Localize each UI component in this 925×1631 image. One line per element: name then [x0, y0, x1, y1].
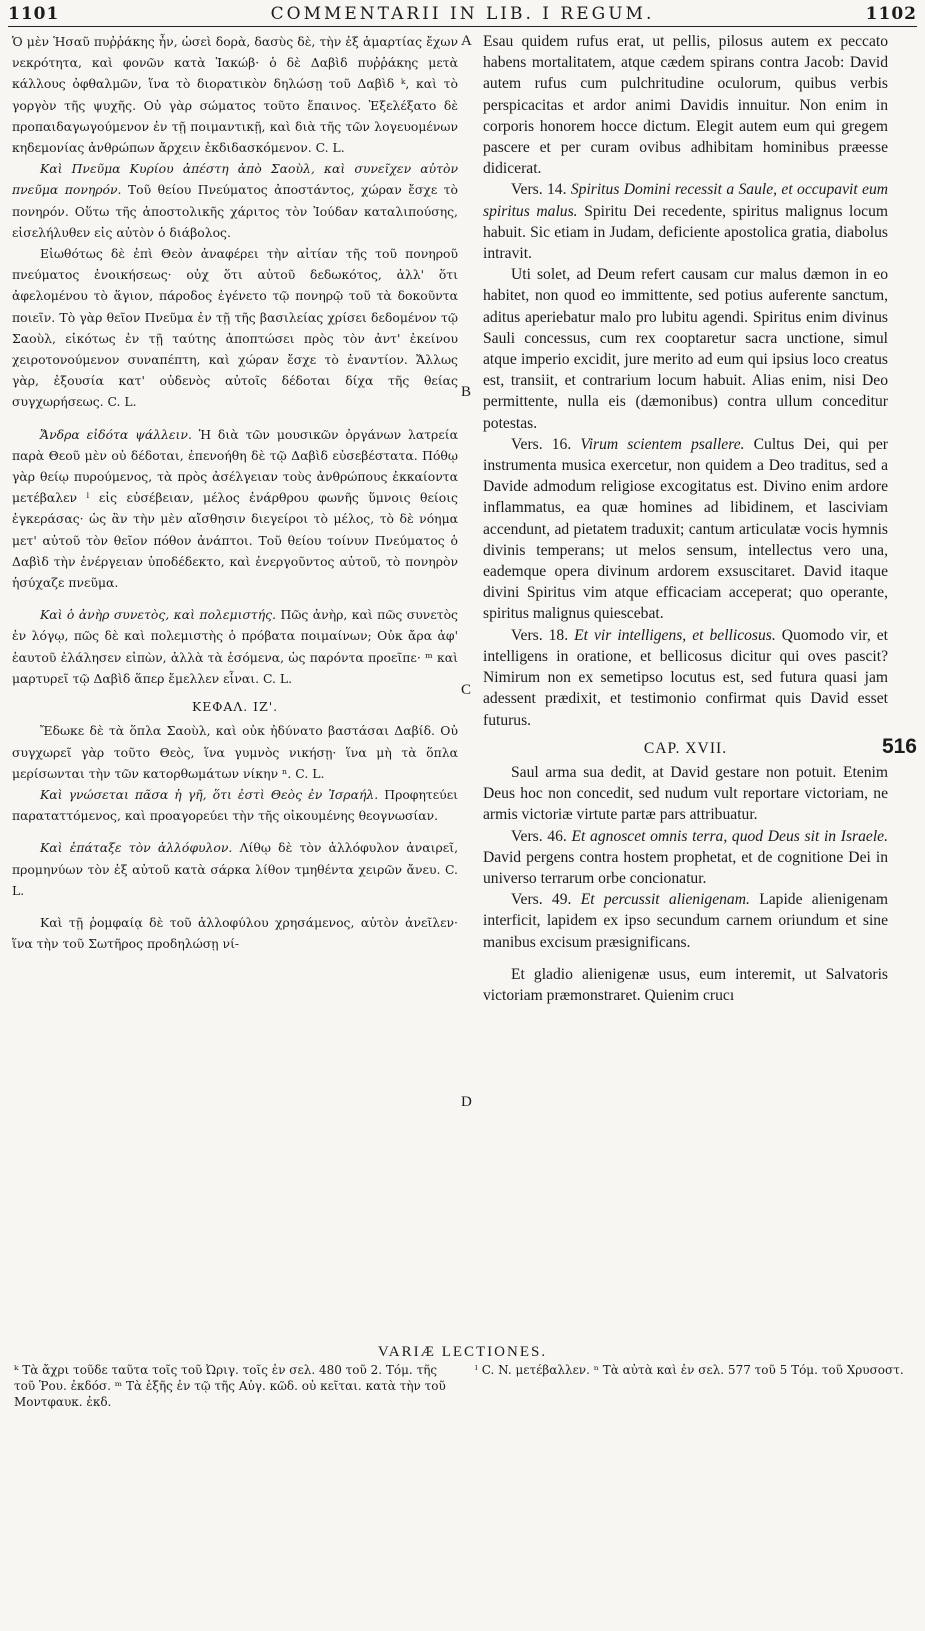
latin-paragraph: Vers. 14. Spiritus Domini recessit a Saule, et occupavit eum spiritus malus. Spiritu Dei recedente, spiritus malignus locum habuit. Sic etiam in Judam, deficiente apostolica gratia, diabolus intravit.: [483, 181, 888, 263]
lemma: Ἄνδρα εἰδότα ψάλλειν.: [40, 426, 192, 442]
lemma: Spiritus Domini recessit a Saule, et occupavit eum spiritus malus.: [483, 181, 888, 220]
page-number-left: 1101: [8, 4, 60, 24]
latin-paragraph: Et gladio alienigenæ usus, eum interemit, ut Salvatoris victoriam præmonstraret. Quienim crucı: [483, 965, 888, 1004]
footnotes-left: [14, 1362, 454, 1410]
lemma: Et vir intelligens, et bellicosus.: [574, 626, 776, 644]
lemma: Καὶ ἐπάταξε τὸν ἀλλόφυλον.: [40, 840, 233, 856]
latin-paragraph: Uti solet, ad Deum refert causam cur malus dæmon in eo habitet, non quod eo immittente, sed potius auferente sanctum, aditus aperiebatur malo pro lubitu agendi. Spiritus enim divinus Sauli concessus, cum rex cooptaretur sacra unctione, simul atque imperio excidit, jure merito ad eum qui ipsius loco creatus est, transiit, et contrarium locum habuit. Alias enim, nisi Deo permittente, nulla eis (dæmonibus) contra ullum conceditur potestas.: [483, 266, 888, 432]
verse-label: Vers. 18.: [511, 626, 575, 644]
greek-paragraph: Καὶ τῇ ῥομφαίᾳ δὲ τοῦ ἀλλοφύλου χρησάμενος, αὐτὸν ἀνεῖλεν· ἵνα τὴν τοῦ Σωτῆρος προδηλώσῃ νί-: [12, 914, 458, 952]
latin-column: [483, 31, 888, 1631]
lemma: Καὶ Πνεῦμα Κυρίου ἀπέστη ἀπὸ Σαοὺλ, καὶ συνεῖχεν αὐτὸν πνεῦμα πονηρόν.: [12, 161, 458, 198]
verse-label: Vers. 16.: [511, 435, 581, 453]
greek-paragraph: Εἰωθότως δὲ ἐπὶ Θεὸν ἀναφέρει τὴν αἰτίαν τῆς τοῦ πονηροῦ πνεύματος ἐνοικήσεως· οὐχ ὅτι αὐτοῦ δεδωκότος, ἀλλ' ὅτι ἀφελομένου τὸ ἅγιον, πάροδος ἐγένετο τῷ πονηρῷ τοῦ τὰ δοκοῦντα ποιεῖν. Τὸ γὰρ θεῖον Πνεῦμα ἐν τῇ τῆς βασιλείας χρίσει δεδομένον τῷ Σαοὺλ, εἰκότως ἐν τῇ ταύτης ἀποπτώσει πρὸς τὸν ἀντ' ἐκείνου χειροτονούμενον συναπέπτη, καὶ χώραν ἔσχε τὸ ἐναντίον. Ἄλλως γὰρ, ἐξουσία κατ' οὐδενὸς αὐτοῖς δέδοται δίχα τῆς θείας συγχωρήσεως. C. L.: [12, 246, 458, 410]
lemma: Et percussit alienigenam.: [580, 891, 750, 909]
lemma: Et agnoscet omnis terra, quod Deus sit in Israele.: [571, 827, 888, 845]
running-head: COMMENTARII IN LIB. I REGUM.: [270, 4, 655, 24]
verse-label: Vers. 14.: [511, 181, 571, 199]
greek-paragraph: Καὶ ἐπάταξε τὸν ἀλλόφυλον. Λίθῳ δὲ τὸν ἀλλόφυλον ἀναιρεῖ, προμηνύων τὸν ἐξ αὐτοῦ κατὰ σάρκα λίθον τμηθέντα χειρῶν ἄνευ. C. L.: [12, 840, 458, 898]
latin-paragraph: Vers. 49. Et percussit alienigenam. Lapide alienigenam interficit, lapidem ex ipso secundum carnem oriundum et sine manibus excisum præsignificans.: [483, 891, 888, 951]
chapter-heading: ΚΕΦΑΛ. ΙΖ'.: [191, 699, 279, 715]
lemma: Καὶ γνώσεται πᾶσα ἡ γῆ, ὅτι ἐστὶ Θεὸς ἐν Ἰσραήλ.: [40, 786, 379, 802]
header-rule: [8, 26, 917, 27]
latin-paragraph: Vers. 16. Virum scientem psallere. Cultus Dei, qui per instrumenta musica exercetur, non quidem a Deo traditus, sed a Davide admodum religiose excogitatus est. Divino enim ardore inflammatus, ea quæ homines ad libidinem, et lasciviam accendunt, ad pietatem traduxit; cantum articulatæ vocis hymnis divinis temperans; ut melos sensum, intellectus vero una, eademque opera divinum ardorem exsuscitaret. David itaque divini Spiritus vim atque efficaciam acceperat; quo operante, spiritus malignus quiescebat.: [483, 435, 888, 623]
variae-lectiones-title: VARIÆ LECTIONES.: [377, 1344, 548, 1360]
greek-paragraph: Ἔδωκε δὲ τὰ ὅπλα Σαοὺλ, καὶ οὐκ ἠδύνατο βαστάσαι Δαβίδ. Οὐ συγχωρεῖ γὰρ τοῦτο Θεὸς, ἵνα γυμνὸς νικήσῃ· ἵνα μὴ τὰ ὅπλα μερίσωνται τὴν τῶν κατορθωμάτων νίκην ⁿ. C. L.: [12, 723, 458, 781]
margin-marker-a: A: [461, 33, 472, 49]
greek-paragraph: Ὁ μὲν Ἡσαῦ πυῤῥάκης ἦν, ὡσεὶ δορὰ, δασὺς δὲ, τὴν ἐξ ἁμαρτίας ἔχων νεκρότητα, καὶ φονῶν κατὰ Ἰακώβ· ὁ δὲ Δαβὶδ πυῤῥάκης μετὰ κάλλους ὀφθαλμῶν, ἵνα τὸ διορατικὸν δηλώσῃ τοῦ Δαβὶδ ᵏ, καὶ τὸ γοργὸν τῆς ψυχῆς. Οὐ γὰρ σώματος τοῦτο ἔπαινος. Ἐξελέξατο δὲ προπαιδαγωγούμενον ἐν τῇ ποιμαντικῇ, καὶ διὰ τῆς τῶν λογευομένων κηδεμονίας ἀνθρώπων ἄρχειν ἐκδιδασκόμενον. C. L.: [12, 34, 458, 156]
page-number-right: 1102: [865, 4, 917, 24]
chapter-heading: CAP. XVII.: [643, 739, 728, 757]
latin-paragraph: Vers. 18. Et vir intelligens, et bellicosus. Quomodo vir, et intelligens in oratione, et bellicosus dicitur qui oves pascit? Nimirum non ex semetipso locutus est, sed futura quasi jam adessent prædixit, et testimonio confirmat quis David esset futurus.: [483, 626, 888, 729]
footnote: ᵏ Τὰ ἄχρι τοῦδε ταῦτα τοῖς τοῦ Ὠριγ. τοῖς ἐν σελ. 480 τοῦ 2. Τόμ. τῆς τοῦ Ῥου. ἐκδόσ. ᵐ Τὰ ἑξῆς ἐν τῷ τῆς Αὐγ. κῶδ. οὐ κεῖται. κατὰ τὴν τοῦ Μοντφαυκ. ἐκδ.: [14, 1363, 446, 1409]
greek-paragraph: Καὶ ὁ ἀνὴρ συνετὸς, καὶ πολεμιστής. Πῶς ἀνὴρ, καὶ πῶς συνετὸς ἐν λόγῳ, πῶς δὲ καὶ πολεμιστὴς ὁ πρόβατα ποιμαίνων; Οὐκ ἄρα ἀφ' ἑαυτοῦ ἐλάλησεν εἰπὼν, ἀλλὰ τὰ ἐσόμενα, ὡς παρόντα προεῖπε· ᵐ καὶ μαρτυρεῖ τῷ Δαβὶδ ἅπερ ἔμελλεν εἶναι. C. L.: [12, 607, 458, 686]
page-header: [8, 4, 917, 26]
verse-label: Vers. 49.: [511, 891, 581, 909]
latin-paragraph: Saul arma sua dedit, at David gestare non potuit. Etenim Deus hoc non concedit, sed nudum vult reportare victoriam, ne armis victoriæ virtute partæ pars attribuatur.: [483, 763, 888, 824]
latin-paragraph: Esau quidem rufus erat, ut pellis, pilosus autem ex peccato habens mortalitatem, atque cædem spirans contra Jacob: David autem rufus cum pulchritudine oculorum, quibus verbis perspicacitas et ardor animi Davidis innuitur. Non enim in corporis honorem hocce dictum. Elegit autem eum qui gregem pascere et per curam ovibus adhibitam hominibus præesse didicerat.: [483, 33, 888, 178]
greek-paragraph: Ἄνδρα εἰδότα ψάλλειν. Ἡ διὰ τῶν μουσικῶν ὀργάνων λατρεία παρὰ Θεοῦ μὲν οὐ δέδοται, ἐπενοήθη δὲ τῷ Δαβὶδ εὐσεβέστατα. Πόθῳ γὰρ θείῳ πυρούμενος, τὰ πρὸς ἀσέλγειαν τοὺς ἀνθρώπους ἐκκαίοντα μετέβαλεν ˡ εἰς εὐσέβειαν, μέλος ἐνάρθρου φωνῆς ὕμνοις θείοις ἐγκεράσας· ὡς ἂν τὴν μὲν αἴσθησιν διεγείροι τὸ μέλος, τὸ δὲ νόημα μετ' αὐτοῦ τὸν θεῖον πόθον ἀνάπτοι. Τοῦ θείου τοίνυν Πνεύματος ὁ Δαβὶδ τὴν ἐνέργειαν ὑποδέδεκτο, καὶ ἐνεργοῦντος αὐτοῦ, τὸ πονηρὸν ἡσύχαζε πνεῦμα.: [12, 426, 458, 591]
margin-marker-b: B: [461, 384, 472, 400]
margin-marker-c: C: [461, 682, 472, 698]
lemma: Καὶ ὁ ἀνὴρ συνετὸς, καὶ πολεμιστής.: [40, 607, 277, 623]
column-number: 516: [881, 735, 917, 758]
greek-paragraph: Καὶ γνώσεται πᾶσα ἡ γῆ, ὅτι ἐστὶ Θεὸς ἐν Ἰσραήλ. Προφητεύει παραταττόμενος, καὶ προαγορεύει τὴν τῆς οἰκουμένης θεογνωσίαν.: [12, 786, 458, 824]
footnote: ˡ C. N. μετέβαλλεν. ⁿ Τὰ αὐτὰ καὶ ἐν σελ. 577 τοῦ 5 Τόμ. τοῦ Χρυσοστ.: [475, 1363, 904, 1377]
lemma: Virum scientem psallere.: [580, 435, 745, 453]
latin-paragraph: Vers. 46. Et agnoscet omnis terra, quod Deus sit in Israele. David pergens contra hostem prophetat, et de cognitione Dei in universo terrarum orbe concionatur.: [483, 827, 888, 887]
margin-marker-d: D: [461, 1094, 472, 1110]
footnotes-right: [475, 1362, 907, 1378]
verse-label: Vers. 46.: [511, 827, 572, 845]
greek-paragraph: Καὶ Πνεῦμα Κυρίου ἀπέστη ἀπὸ Σαοὺλ, καὶ συνεῖχεν αὐτὸν πνεῦμα πονηρόν. Τοῦ θείου Πνεύματος ἀποστάντος, χώραν ἔσχε τὸ πονηρόν. Οὕτω τῆς ἀποστολικῆς χάριτος τὸν Ἰούδαν καταλιπούσης, εἰσελήλυθεν εἰς αὐτὸν ὁ διάβολος.: [12, 161, 458, 240]
